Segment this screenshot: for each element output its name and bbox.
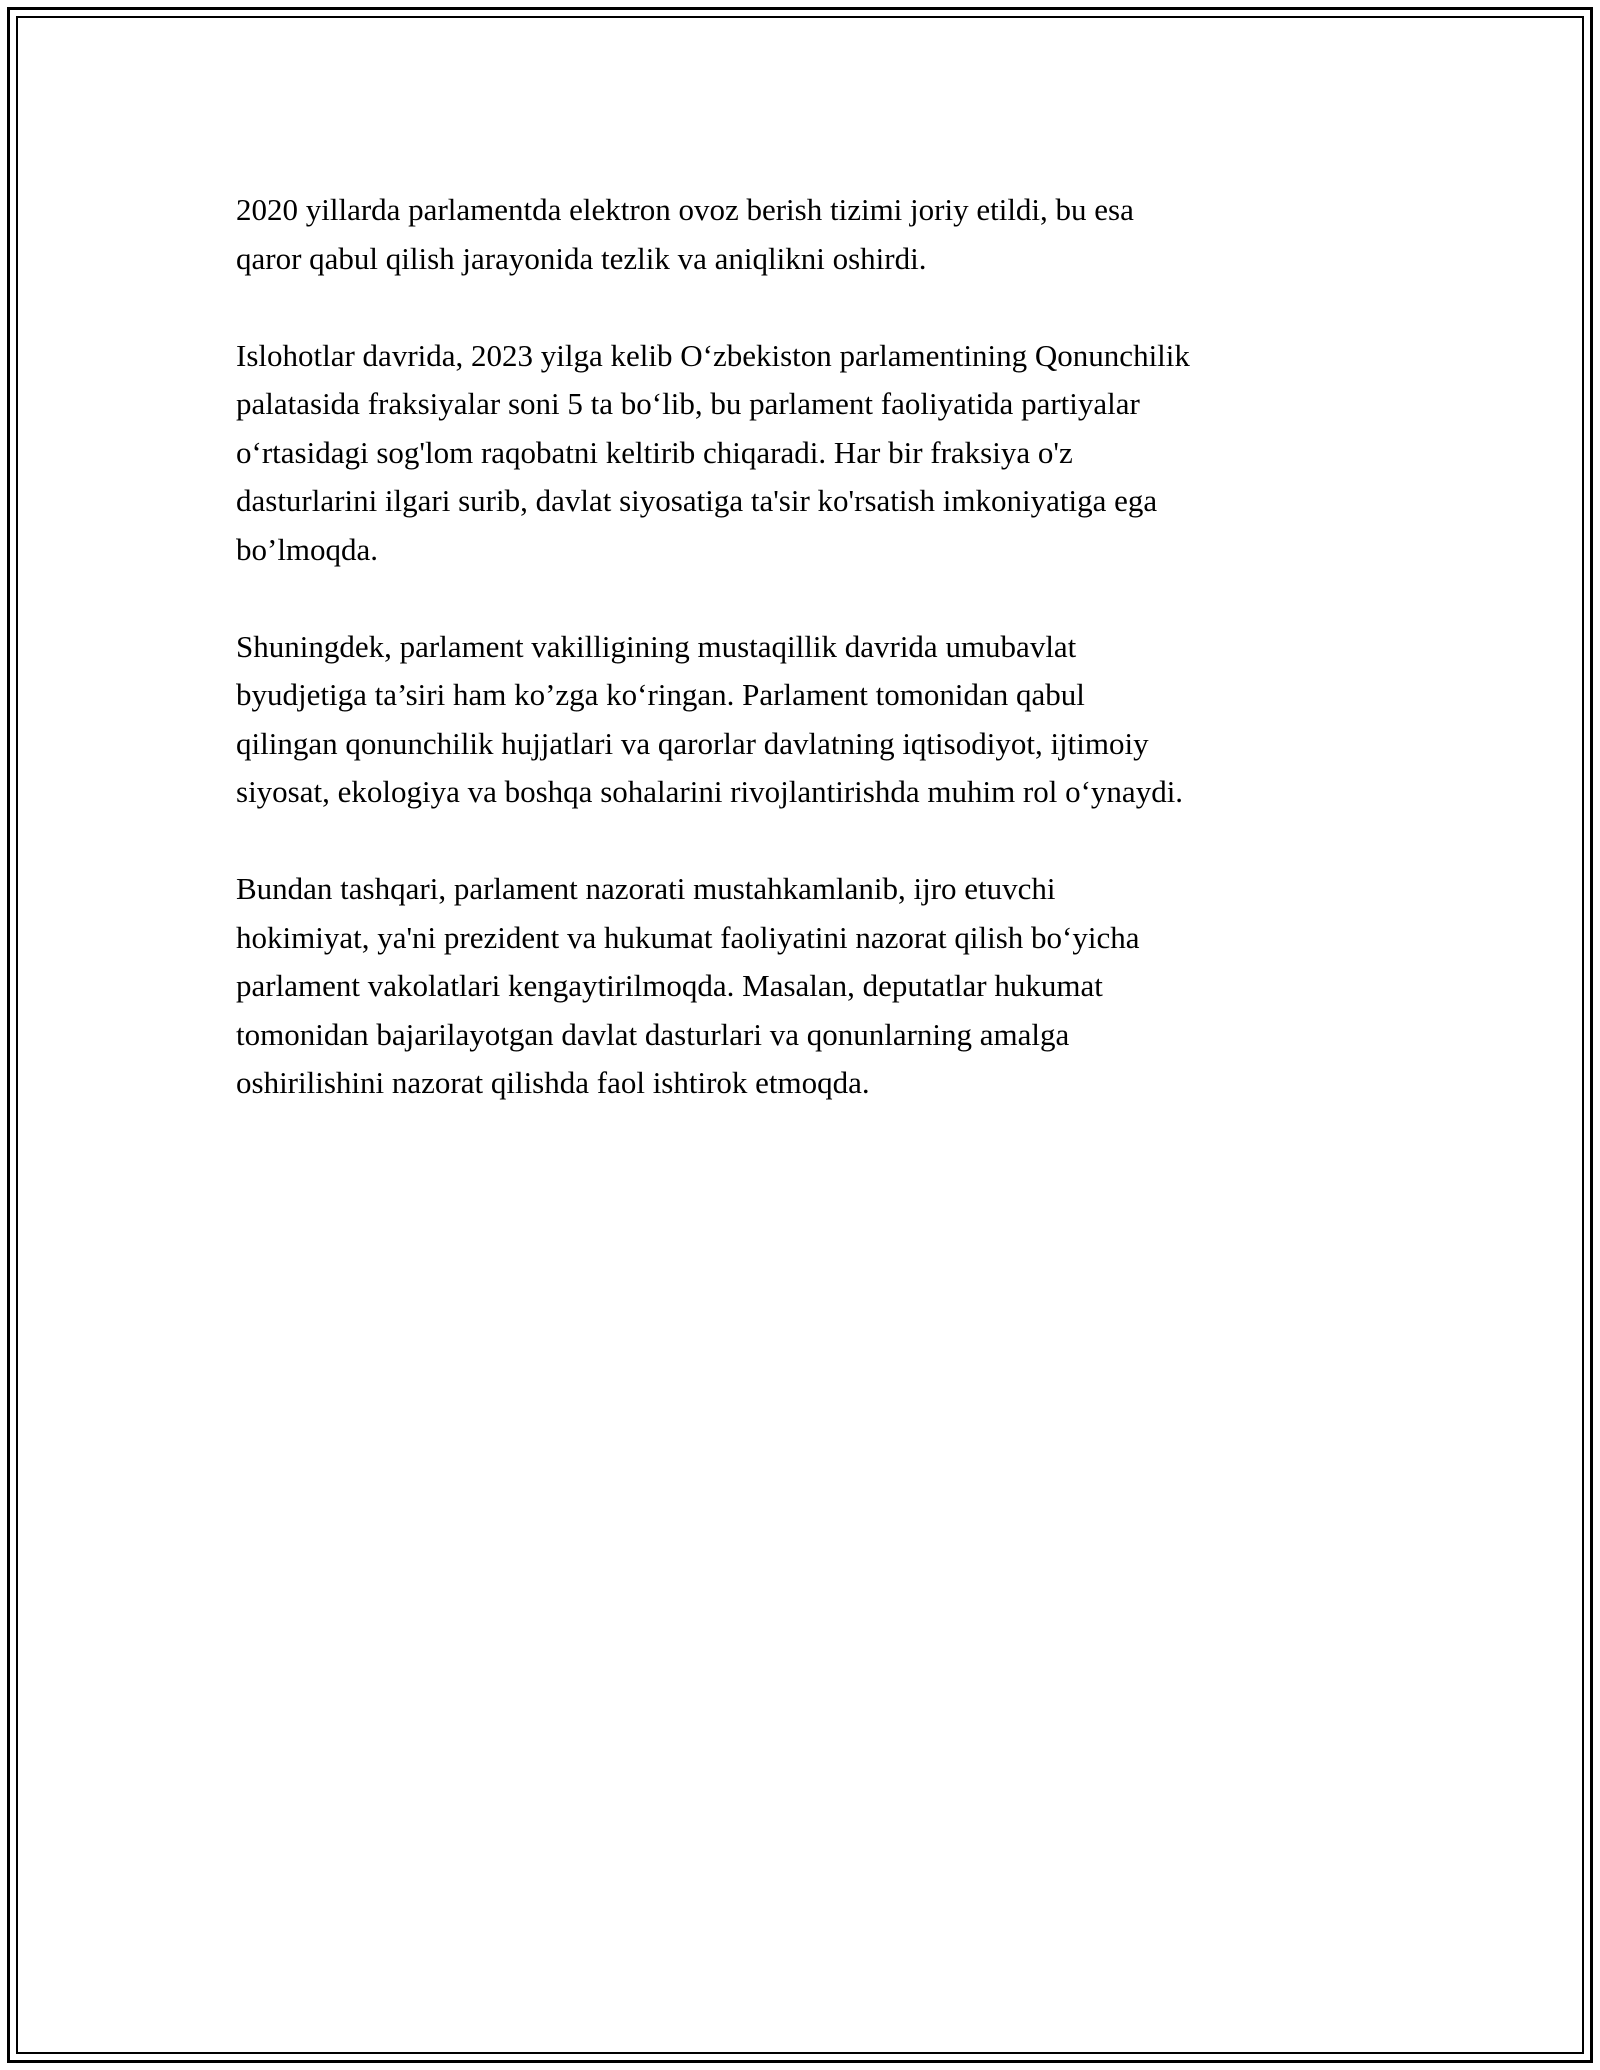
text-line: qilingan qonunchilik hujjatlari va qarorlar davlatning iqtisodiyot, ijtimoiy <box>236 725 1149 761</box>
paragraph-electronic-voting <box>236 186 1376 283</box>
text-line: parlament vakolatlari kengaytirilmoqda. Masalan, deputatlar hukumat <box>236 968 1103 1003</box>
text-line: siyosat, ekologiya va boshqa sohalarini rivojlantirishda muhim rol o‘ynaydi. <box>236 774 1184 809</box>
text-line: qaror qabul qilish jarayonida tezlik va aniqlikni oshirdi. <box>236 240 927 276</box>
text-line: Shuningdek, parlament vakilligining mustaqillik davrida umubavlat <box>236 628 1077 664</box>
document-body <box>236 186 1376 1156</box>
text-line: tomonidan bajarilayotgan davlat dasturlari va qonunlarning amalga <box>236 1016 1070 1052</box>
text-line: dasturlarini ilgari surib, davlat siyosatiga ta'sir ko'rsatish imkoniyatiga ega <box>236 483 1158 518</box>
text-line: Bundan tashqari, parlament nazorati mustahkamlanib, ijro etuvchi <box>236 871 1056 906</box>
paragraph-factions <box>236 332 1376 575</box>
text-line: byudjetiga ta’siri ham ko’zga ko‘ringan. Parlament tomonidan qabul <box>236 677 1085 712</box>
text-line: 2020 yillarda parlamentda elektron ovoz berish tizimi joriy etildi, bu esa <box>236 192 1134 227</box>
text-line: oshirilishini nazorat qilishda faol ishtirok etmoqda. <box>236 1065 870 1100</box>
text-line: palatasida fraksiyalar soni 5 ta bo‘lib, bu parlament faoliyatida partiyalar <box>236 386 1140 421</box>
paragraph-budget <box>236 623 1376 817</box>
text-line: hokimiyat, ya'ni prezident va hukumat faoliyatini nazorat qilish bo‘yicha <box>236 919 1140 955</box>
paragraph-oversight <box>236 865 1376 1108</box>
text-line: o‘rtasidagi sog'lom raqobatni keltirib chiqaradi. Har bir fraksiya o'z <box>236 434 1073 470</box>
text-line: Islohotlar davrida, 2023 yilga kelib O‘zbekiston parlamentining Qonunchilik <box>236 337 1190 373</box>
text-line: bo’lmoqda. <box>236 531 379 567</box>
